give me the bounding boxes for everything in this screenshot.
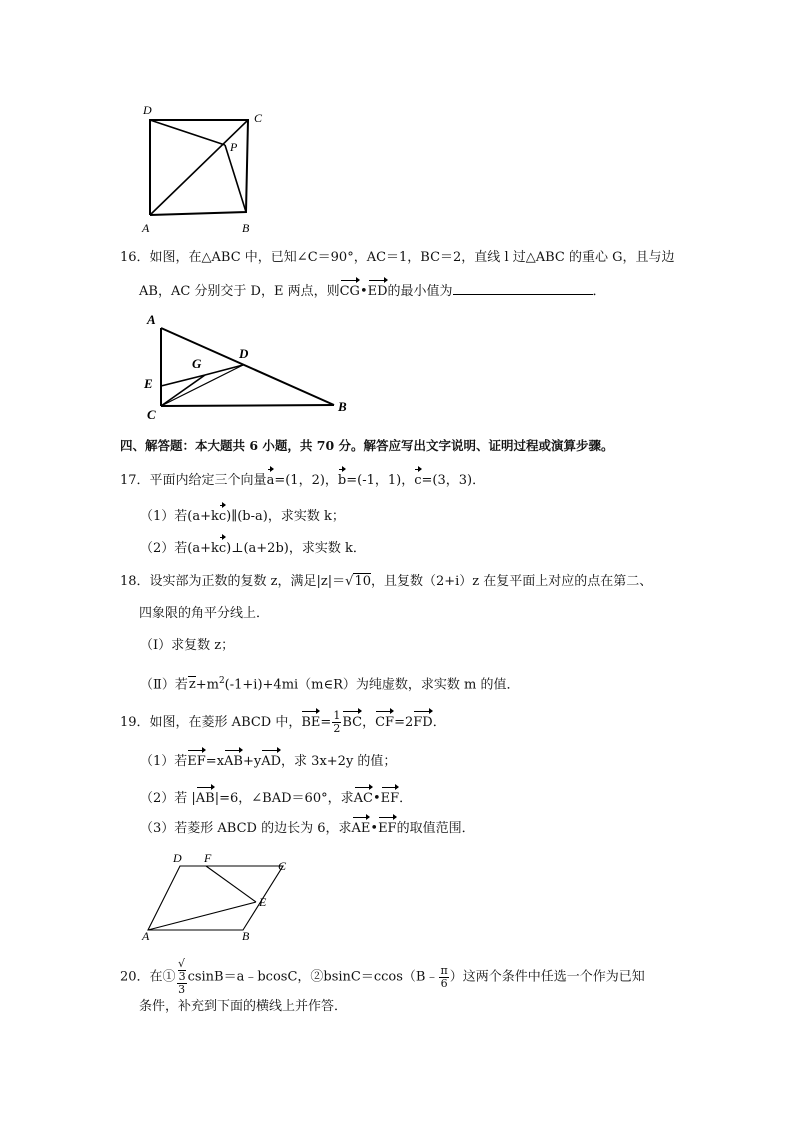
q17-number: 17． bbox=[120, 473, 150, 488]
denominator: 6 bbox=[440, 976, 448, 990]
label-e: E bbox=[259, 895, 267, 909]
vector-a-value: =(1，2)， bbox=[274, 473, 338, 488]
q17-stem bbox=[120, 472, 485, 490]
comma: ， bbox=[362, 715, 376, 730]
segment-a-c bbox=[150, 120, 248, 215]
vector-c: c bbox=[218, 509, 227, 524]
fraction-sqrt3-over-3 bbox=[177, 958, 187, 996]
label-a: A bbox=[142, 221, 150, 235]
fraction-pi-over-6 bbox=[439, 965, 448, 990]
expr: +y bbox=[242, 754, 262, 769]
q20-number: 20． bbox=[120, 969, 150, 985]
figure-triangle-abc bbox=[138, 308, 358, 426]
vector-ad: AD bbox=[261, 754, 282, 769]
label-d: D bbox=[143, 103, 152, 117]
vector-c: c bbox=[218, 541, 227, 556]
denominator: 3 bbox=[178, 983, 186, 996]
vector-a: a bbox=[266, 473, 275, 488]
label-e: E bbox=[144, 376, 153, 391]
label-c: C bbox=[147, 407, 156, 422]
part-tag: （2）若 bbox=[140, 541, 188, 556]
q16-text-a: 如图，在△ABC 中，已知∠C＝90°，AC＝1，BC＝2，直线 l 过△ABC 的重心 G，且与边 bbox=[149, 250, 675, 265]
segment-d-p bbox=[150, 120, 225, 145]
period: ． bbox=[432, 715, 446, 730]
sqrt-value: 10 bbox=[354, 574, 371, 589]
vector-ef: EF bbox=[380, 791, 400, 806]
label-g: G bbox=[192, 356, 202, 371]
q18-line-1 bbox=[120, 573, 652, 591]
q17-stem-text: 平面内给定三个向量 bbox=[149, 473, 267, 488]
q20-line-1 bbox=[120, 958, 645, 996]
label-c: C bbox=[278, 859, 287, 873]
dot-operator: • bbox=[359, 284, 368, 299]
part-tag: （1）若 bbox=[140, 754, 188, 769]
q17-part-1 bbox=[140, 508, 345, 526]
vector-fd: FD bbox=[413, 715, 433, 730]
q16-line-2 bbox=[139, 282, 606, 301]
segment-f-e bbox=[206, 866, 256, 902]
z-conjugate: z bbox=[188, 677, 196, 693]
sqrt-symbol: √ bbox=[345, 574, 354, 589]
segment-p-b bbox=[225, 145, 246, 212]
expr-right: )∥(b-a) bbox=[226, 509, 268, 524]
part-end: ，求 3x+2y 的值； bbox=[281, 754, 397, 769]
q18-part-1: （Ⅰ）求复数 z； bbox=[140, 638, 235, 653]
q19-part-1 bbox=[140, 753, 396, 771]
denominator: 2 bbox=[333, 722, 341, 735]
q18-line-2: 四象限的角平分线上． bbox=[139, 606, 270, 621]
vector-bc: BC bbox=[342, 715, 363, 730]
q16-number: 16． bbox=[120, 250, 150, 265]
q17-part-2 bbox=[140, 540, 366, 558]
segment-g-d bbox=[205, 365, 243, 375]
label-b: B bbox=[338, 399, 347, 414]
expr-m: +m bbox=[195, 677, 219, 693]
numerator: √ 3 bbox=[178, 957, 186, 983]
expr-left: (a+k bbox=[187, 541, 219, 556]
q18-text-a1: 设实部为正数的复数 z，满足|z|＝ bbox=[149, 574, 346, 589]
q16-line-1 bbox=[120, 249, 675, 267]
label-c: C bbox=[254, 111, 263, 125]
part-tag: （3）若菱形 ABCD 的边长为 6，求 bbox=[140, 821, 352, 836]
side-cb bbox=[161, 405, 334, 406]
part-end: ． bbox=[399, 791, 413, 806]
part-tag: （1）若 bbox=[140, 509, 188, 524]
label-d: D bbox=[173, 851, 182, 865]
expr-left: (a+k bbox=[187, 509, 219, 524]
vector-c: c bbox=[414, 473, 422, 488]
equals-two: =2 bbox=[394, 715, 414, 730]
answer-blank[interactable] bbox=[453, 282, 593, 295]
part-end: ，求实数 k； bbox=[267, 509, 345, 524]
exponent: 2 bbox=[218, 676, 225, 686]
vector-c-value: =(3，3)． bbox=[421, 473, 486, 488]
label-b: B bbox=[242, 929, 250, 943]
numerator: π bbox=[440, 963, 448, 977]
q18-number: 18． bbox=[120, 574, 150, 589]
label-d: D bbox=[239, 346, 249, 361]
part-tag: （2）若 | bbox=[140, 791, 196, 806]
vector-cf: CF bbox=[375, 715, 395, 730]
section-heading: 四、解答题：本大题共 6 小题，共 70 分。解答应写出文字说明、证明过程或演算步骤。 bbox=[120, 438, 614, 453]
q20-text-a3: ）这两个条件中任选一个作为已知 bbox=[449, 969, 645, 985]
vector-b: b bbox=[337, 473, 347, 488]
vector-ef: EF bbox=[187, 754, 206, 769]
part-tag: （Ⅱ）若 bbox=[140, 677, 188, 693]
vector-ab: AB bbox=[224, 754, 243, 769]
q19-part-3 bbox=[140, 820, 475, 838]
expr: |=6，∠BAD＝60°，求 bbox=[214, 791, 354, 806]
vector-b-value: =(-1，1)， bbox=[346, 473, 415, 488]
figure-rhombus-abcd bbox=[138, 850, 298, 945]
label-a: A bbox=[142, 929, 150, 943]
q20-line-2: 条件，补充到下面的横线上并作答． bbox=[139, 999, 348, 1014]
q16-text-b2: 的最小值为 bbox=[387, 284, 453, 299]
expr: =x bbox=[205, 754, 225, 769]
q19-part-2 bbox=[140, 790, 412, 808]
q19-number: 19． bbox=[120, 715, 150, 730]
equals: = bbox=[320, 715, 332, 730]
part-end: ，求实数 k． bbox=[288, 541, 366, 556]
segment-a-e bbox=[148, 902, 256, 930]
q18-part-2 bbox=[140, 672, 520, 694]
segment-c-g bbox=[161, 375, 205, 406]
label-f: F bbox=[204, 851, 212, 865]
q16-end: ． bbox=[592, 284, 606, 299]
vector-ed: ED bbox=[367, 284, 388, 299]
q16-text-b1: AB，AC 分别交于 D，E 两点，则 bbox=[139, 284, 340, 299]
part-end: (-1+i)+4mi（m∈R）为纯虚数，求实数 m 的值． bbox=[224, 677, 520, 693]
vector-ef: EF bbox=[378, 821, 397, 836]
dot-operator: • bbox=[372, 791, 381, 806]
fraction-half bbox=[332, 710, 341, 735]
label-a: A bbox=[147, 312, 156, 327]
q19-text: 如图，在菱形 ABCD 中， bbox=[149, 715, 302, 730]
vector-ae: AE bbox=[351, 821, 371, 836]
label-b: B bbox=[242, 221, 250, 235]
label-p: P bbox=[230, 140, 238, 154]
q20-text-a1: 在① bbox=[149, 969, 176, 985]
vector-be: BE bbox=[301, 715, 321, 730]
expr-right: )⊥(a+2b) bbox=[226, 541, 289, 556]
part-end: 的取值范围． bbox=[396, 821, 475, 836]
vector-cg: CG bbox=[339, 284, 360, 299]
q20-text-a2: csinB＝a﹣bcosC，②bsinC＝ccos（B﹣ bbox=[187, 969, 439, 985]
q18-text-a2: ，且复数（2+i）z 在复平面上对应的点在第二、 bbox=[370, 574, 653, 589]
dot-operator: • bbox=[370, 821, 379, 836]
sqrt-value: 3 bbox=[178, 970, 186, 983]
vector-ab: AB bbox=[195, 791, 215, 806]
q19-stem bbox=[120, 710, 446, 735]
vector-ac: AC bbox=[353, 791, 373, 806]
figure-square-abcd bbox=[138, 100, 268, 235]
numerator: 1 bbox=[333, 709, 341, 722]
segment-c-d bbox=[161, 365, 243, 406]
